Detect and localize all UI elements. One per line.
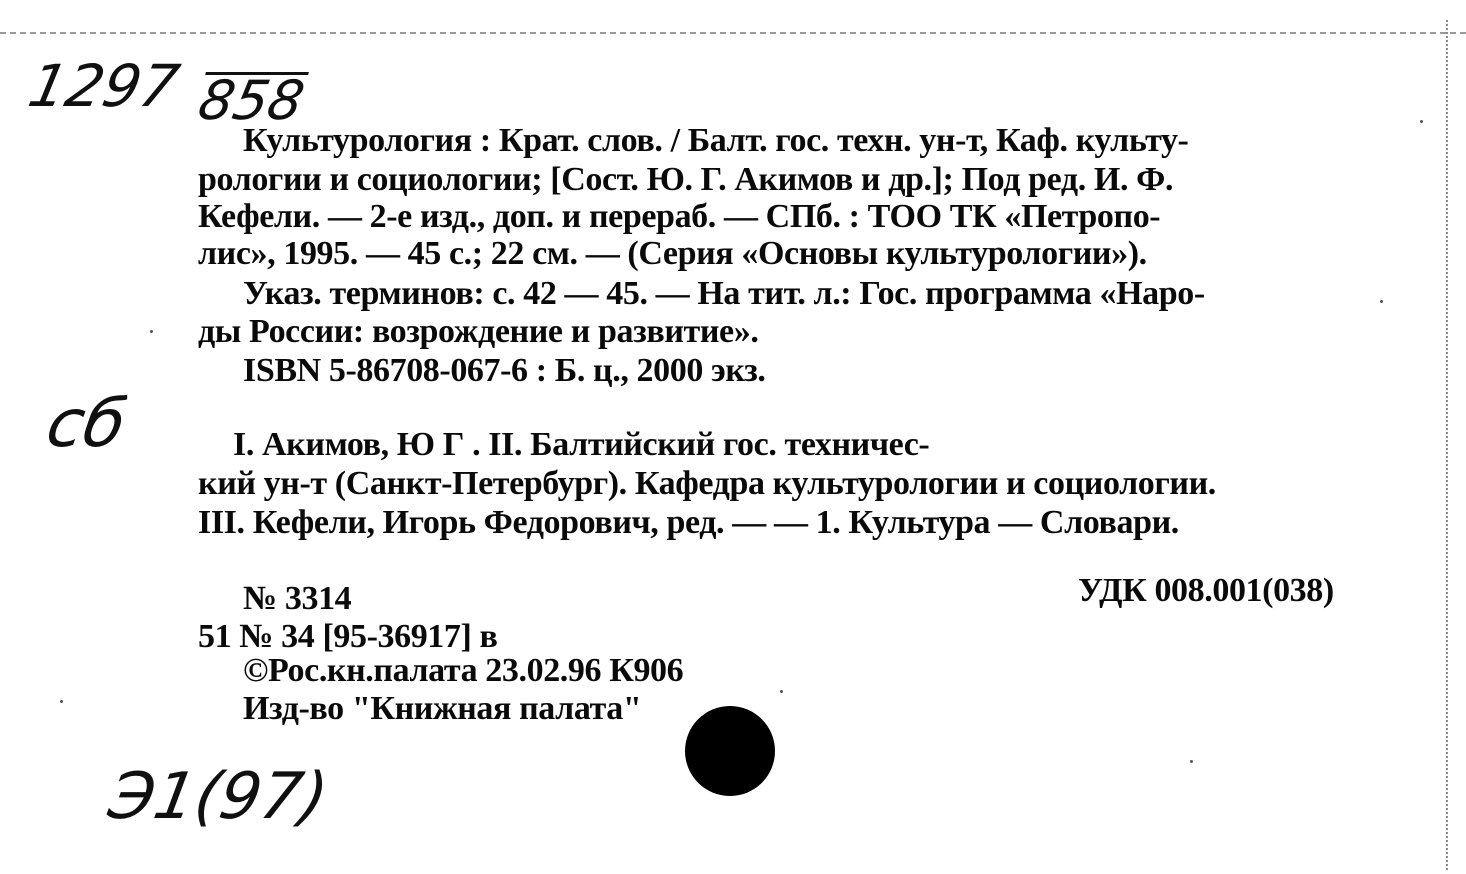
isbn-line: ISBN 5-86708-067-6 : Б. ц., 2000 экз. — [243, 352, 766, 389]
speck — [1420, 120, 1423, 123]
udc-code: УДК 008.001(038) — [1078, 572, 1334, 609]
entry-line: ды России: возрождение и развитие». — [198, 313, 759, 350]
handwritten-bottom-mark: Э1(97) — [103, 760, 334, 834]
speck — [60, 700, 63, 703]
handwritten-side-mark: сб — [41, 385, 132, 462]
entry-line: Культурология : Крат. слов. / Балт. гос. техн. ун-т, Каф. культу- — [243, 122, 1189, 159]
tracing-line: кий ун-т (Санкт-Петербург). Кафедра культурологии и социологии. — [198, 465, 1216, 502]
publisher-line: Изд-во "Книжная палата" — [243, 690, 642, 727]
entry-line: Кефели. — 2-е изд., доп. и перераб. — СПб. : ТОО ТК «Петропо- — [198, 198, 1161, 235]
card-right-border — [1446, 20, 1448, 870]
entry-line: рологии и социологии; [Сост. Ю. Г. Акимов и др.]; Под ред. И. Ф. — [198, 161, 1174, 198]
tracing-line: III. Кефели, Игорь Федорович, ред. — — 1. Культура — Словари. — [198, 504, 1179, 541]
speck — [780, 690, 783, 693]
tracing-line: I. Акимов, Ю Г . II. Балтийский гос. техничес- — [233, 426, 930, 463]
entry-line: Указ. терминов: с. 42 — 45. — На тит. л.: Гос. программа «Наро- — [243, 275, 1205, 312]
punch-hole — [685, 706, 775, 796]
card-registration: 51 № 34 [95-36917] в — [198, 618, 498, 655]
speck — [150, 330, 153, 333]
card-number: № 3314 — [243, 580, 352, 617]
handwritten-number: 1297 — [22, 52, 185, 120]
speck — [1380, 300, 1383, 303]
handwritten-number-2: 858 — [193, 69, 310, 132]
entry-line: лис», 1995. — 45 с.; 22 см. — (Серия «Основы культурологии»). — [198, 235, 1147, 272]
copyright-line: ©Рос.кн.палата 23.02.96 К906 — [243, 652, 684, 689]
speck — [1190, 760, 1193, 763]
card-top-border — [0, 32, 1466, 34]
